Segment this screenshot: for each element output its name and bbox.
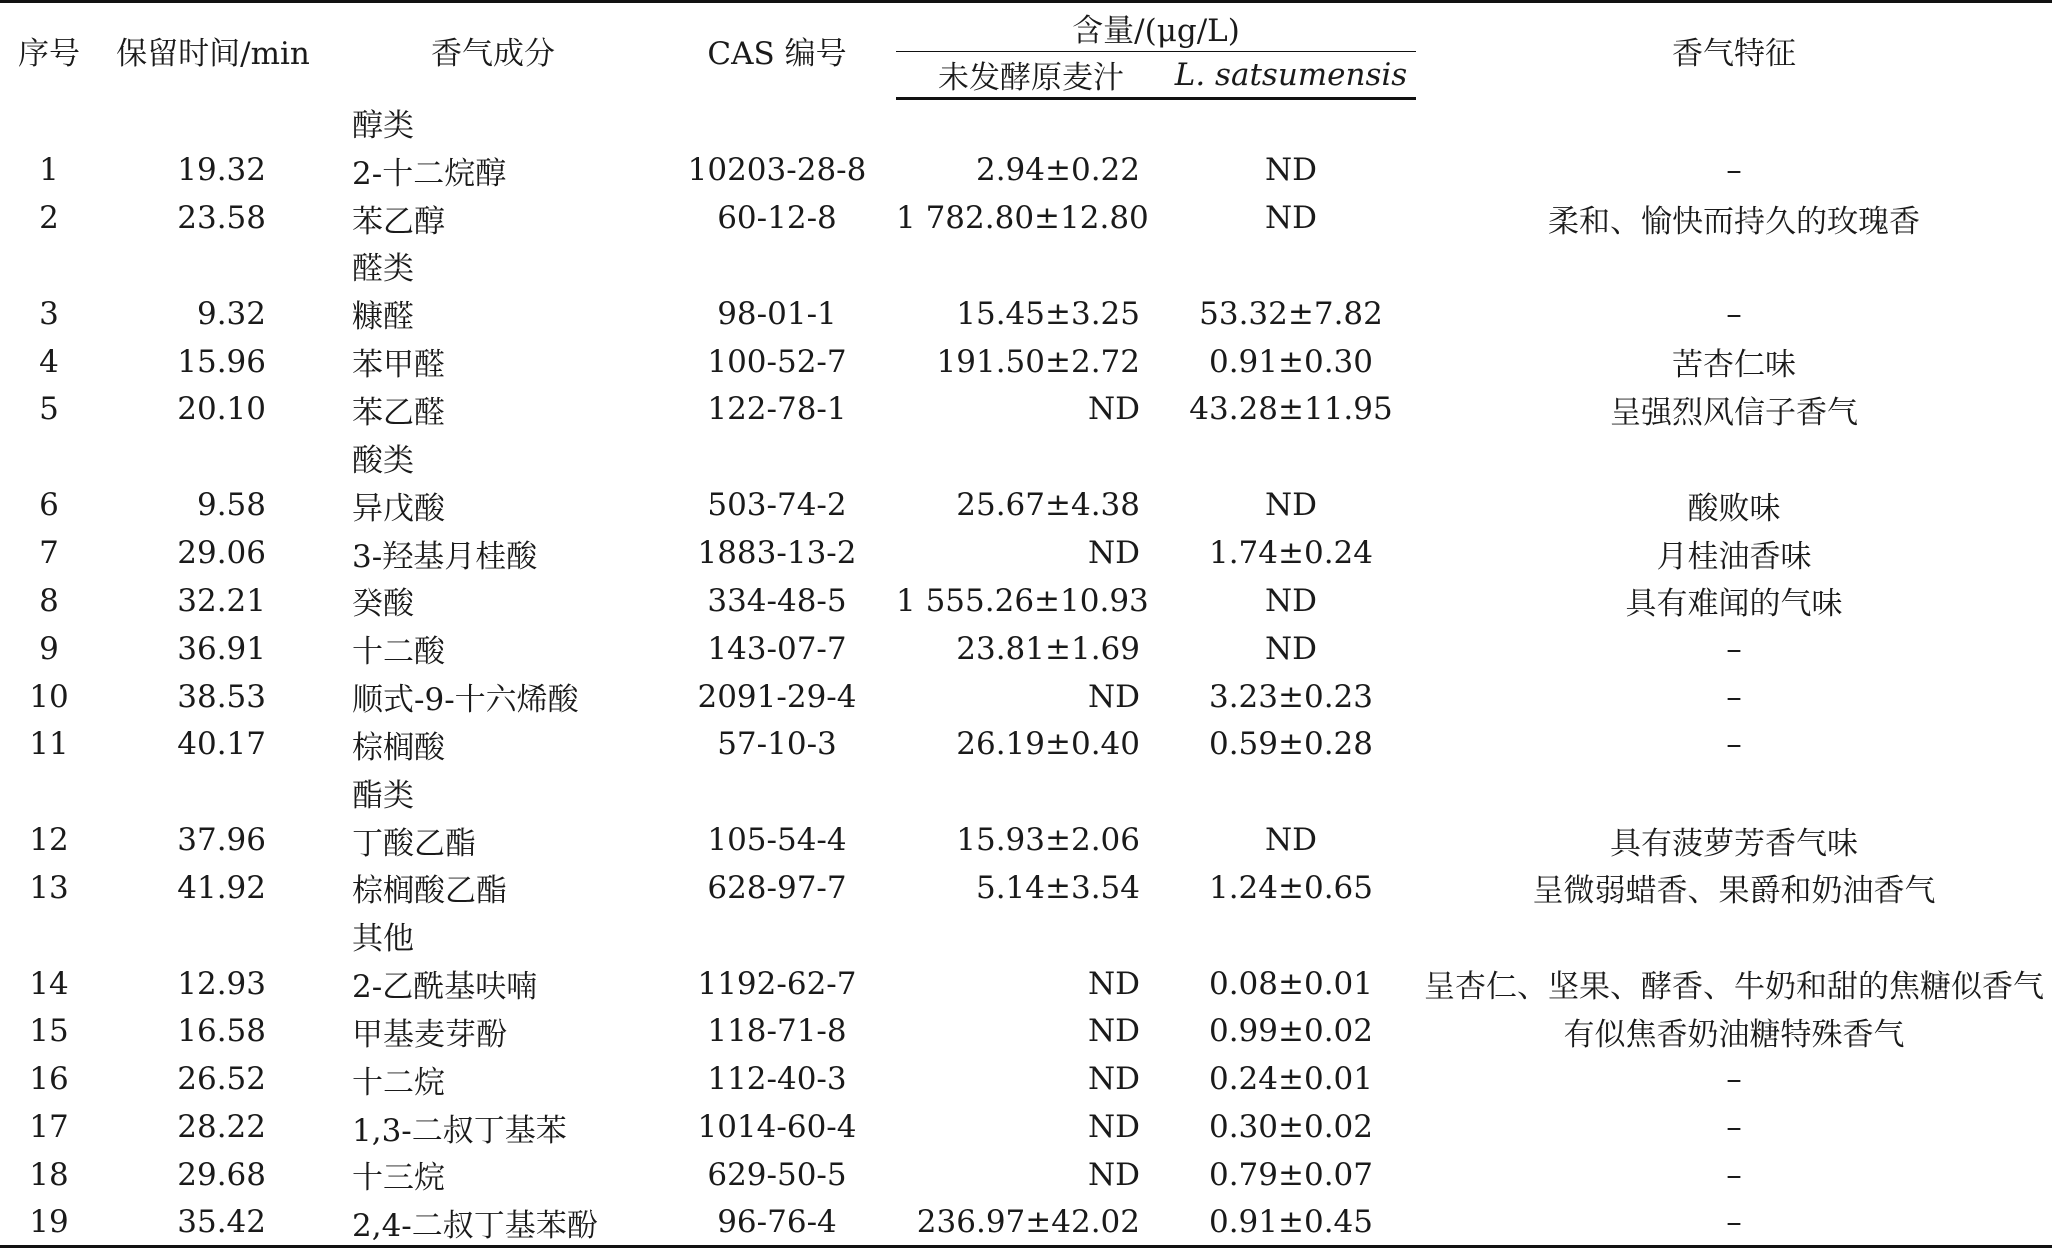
- cell-cas: 334-48-5: [707, 582, 847, 619]
- table-row: [0, 1151, 2052, 1199]
- cell-wort-content: 236.97±42.02: [896, 1199, 1166, 1247]
- cell-retention-time: 32.21: [177, 582, 266, 619]
- cell-strain-content: ND: [1265, 152, 1317, 189]
- cell-seq: 16: [29, 1061, 69, 1098]
- cell-component: 十三烷: [352, 1160, 445, 1197]
- cell-component: 癸酸: [352, 586, 414, 623]
- cell-aroma: –: [1726, 152, 1742, 189]
- header-wort: 未发酵原麦汁: [896, 52, 1166, 99]
- cell-component: 十二酸: [352, 634, 445, 671]
- cell-component: 糠醛: [352, 299, 414, 336]
- cell-wort-content: ND: [1088, 1013, 1140, 1050]
- table-row: [0, 338, 2052, 386]
- table-row: [0, 864, 2052, 912]
- cell-seq: 10: [29, 678, 69, 715]
- cell-strain-content: 1.74±0.24: [1208, 535, 1374, 572]
- cell-retention-time: 20.10: [177, 391, 266, 428]
- cell-aroma: –: [1726, 630, 1742, 667]
- cell-cas: 1014-60-4: [697, 1109, 857, 1146]
- cell-retention-time: 28.22: [177, 1109, 266, 1146]
- cell-strain-content: ND: [1265, 582, 1317, 619]
- cell-wort-content: 15.93±2.06: [956, 822, 1140, 859]
- cell-aroma: 月桂油香味: [1656, 538, 1812, 575]
- cell-retention-time: 40.17: [177, 726, 266, 763]
- cell-seq: 11: [29, 726, 69, 763]
- table-row: [0, 481, 2052, 529]
- header-aroma: 香气特征: [1416, 2, 2052, 99]
- cell-cas: 57-10-3: [717, 726, 837, 763]
- cell-aroma: 呈微弱蜡香、果爵和奶油香气: [1532, 873, 1936, 910]
- cell-cas: 100-52-7: [707, 343, 847, 380]
- cell-aroma: 呈杏仁、坚果、酵香、牛奶和甜的焦糖似香气: [1424, 969, 2044, 1006]
- cell-wort-content: ND: [1088, 391, 1140, 428]
- cell-retention-time: 15.96: [177, 343, 266, 380]
- category-row: [0, 433, 2052, 481]
- category-label: 酸类: [352, 442, 414, 479]
- cell-seq: 18: [29, 1156, 69, 1193]
- table-row: [0, 577, 2052, 625]
- cell-retention-time: 36.91: [177, 630, 266, 667]
- cell-component: 1,3-二叔丁基苯: [352, 1112, 567, 1149]
- cell-cas: 105-54-4: [707, 822, 847, 859]
- cell-seq: 17: [29, 1109, 69, 1146]
- table-row: [0, 673, 2052, 721]
- cell-strain-content: 53.32±7.82: [1199, 295, 1383, 332]
- table-row: [0, 1199, 2052, 1247]
- cell-retention-time: 23.58: [177, 200, 266, 237]
- cell-aroma: 呈强烈风信子香气: [1610, 394, 1858, 431]
- category-row: [0, 242, 2052, 290]
- table-row: [0, 625, 2052, 673]
- cell-aroma: 具有难闻的气味: [1625, 586, 1843, 623]
- cell-wort-content: ND: [1088, 1061, 1140, 1098]
- table-row: [0, 386, 2052, 434]
- cell-aroma: –: [1726, 1061, 1742, 1098]
- category-row: [0, 99, 2052, 147]
- cell-strain-content: 0.08±0.01: [1208, 965, 1374, 1002]
- table-row: [0, 290, 2052, 338]
- header-cas: CAS 编号: [658, 2, 896, 99]
- cell-cas: 98-01-1: [717, 295, 837, 332]
- cell-seq: 6: [39, 487, 59, 524]
- cell-aroma: –: [1726, 678, 1742, 715]
- cell-seq: 5: [39, 391, 59, 428]
- cell-cas: 629-50-5: [707, 1156, 847, 1193]
- cell-retention-time: 19.32: [177, 152, 266, 189]
- cell-cas: 2091-29-4: [697, 678, 857, 715]
- cell-component: 异戊酸: [352, 490, 445, 527]
- cell-wort-content: 1 555.26±10.93: [896, 582, 1149, 619]
- cell-retention-time: 12.93: [177, 965, 266, 1002]
- table-row: [0, 146, 2052, 194]
- cell-seq: 13: [29, 869, 69, 906]
- cell-strain-content: ND: [1265, 487, 1317, 524]
- category-row: [0, 912, 2052, 960]
- header-seq: 序号: [0, 2, 98, 99]
- cell-wort-content: ND: [1088, 678, 1140, 715]
- table-row: [0, 529, 2052, 577]
- cell-component: 棕榈酸: [352, 729, 445, 766]
- cell-seq: 8: [39, 582, 59, 619]
- cell-component: 苯甲醛: [352, 347, 445, 384]
- category-row: [0, 768, 2052, 816]
- cell-component: 苯乙醛: [352, 394, 445, 431]
- table-row: [0, 1103, 2052, 1151]
- cell-wort-content: 2.94±0.22: [975, 152, 1140, 189]
- cell-strain-content: 0.30±0.02: [1208, 1109, 1374, 1146]
- cell-strain-content: 43.28±11.95: [1189, 391, 1393, 428]
- cell-seq: 2: [39, 200, 59, 237]
- cell-strain-content: 0.59±0.28: [1208, 726, 1374, 763]
- table-row: [0, 194, 2052, 242]
- cell-wort-content: 5.14±3.54: [975, 869, 1140, 906]
- cell-component: 2-十二烷醇: [352, 155, 507, 192]
- cell-seq: 15: [29, 1013, 69, 1050]
- cell-cas: 96-76-4: [658, 1199, 896, 1247]
- cell-component: 2-乙酰基呋喃: [352, 969, 538, 1006]
- cell-seq: 9: [39, 630, 59, 667]
- cell-wort-content: 25.67±4.38: [956, 487, 1140, 524]
- cell-retention-time: 26.52: [177, 1061, 266, 1098]
- cell-cas: 112-40-3: [707, 1061, 847, 1098]
- cell-retention-time: 9.58: [196, 487, 266, 524]
- cell-wort-content: ND: [1088, 1109, 1140, 1146]
- cell-wort-content: ND: [1088, 1156, 1140, 1193]
- cell-cas: 118-71-8: [707, 1013, 847, 1050]
- category-label: 其他: [352, 921, 414, 958]
- cell-seq: 7: [39, 535, 59, 572]
- cell-component: 3-羟基月桂酸: [352, 538, 538, 575]
- cell-component: 丁酸乙酯: [352, 825, 476, 862]
- cell-wort-content: 1 782.80±12.80: [896, 200, 1149, 237]
- cell-strain-content: 0.99±0.02: [1208, 1013, 1374, 1050]
- cell-component: 苯乙醇: [352, 203, 445, 240]
- cell-strain-content: ND: [1265, 630, 1317, 667]
- cell-strain-content: 1.24±0.65: [1208, 869, 1374, 906]
- cell-wort-content: ND: [1088, 535, 1140, 572]
- header-component: 香气成分: [328, 2, 658, 99]
- cell-aroma: –: [1416, 1199, 2052, 1247]
- cell-wort-content: ND: [1088, 965, 1140, 1002]
- cell-retention-time: 16.58: [177, 1013, 266, 1050]
- cell-strain-content: ND: [1265, 200, 1317, 237]
- cell-component: 十二烷: [352, 1064, 445, 1101]
- header-content: 含量/(μg/L): [896, 2, 1416, 52]
- cell-aroma: 柔和、愉快而持久的玫瑰香: [1548, 203, 1920, 240]
- cell-retention-time: 37.96: [177, 822, 266, 859]
- category-label: 醛类: [352, 251, 414, 288]
- header-retention-time: 保留时间/min: [98, 2, 328, 99]
- table-row: [0, 960, 2052, 1008]
- cell-aroma: –: [1726, 726, 1742, 763]
- cell-retention-time: 29.06: [177, 535, 266, 572]
- cell-aroma: –: [1726, 1109, 1742, 1146]
- cell-component: 棕榈酸乙酯: [352, 873, 507, 910]
- cell-seq: 1: [39, 152, 59, 189]
- cell-cas: 60-12-8: [717, 200, 837, 237]
- cell-wort-content: 191.50±2.72: [936, 343, 1140, 380]
- category-label: 酯类: [352, 777, 414, 814]
- table-body: [0, 99, 2052, 1247]
- cell-seq: 3: [39, 295, 59, 332]
- cell-component: 甲基麦芽酚: [352, 1016, 507, 1053]
- cell-retention-time: 9.32: [196, 295, 266, 332]
- cell-strain-content: 0.91±0.45: [1166, 1199, 1416, 1247]
- cell-cas: 628-97-7: [707, 869, 847, 906]
- cell-strain-content: 0.91±0.30: [1208, 343, 1374, 380]
- cell-wort-content: 15.45±3.25: [956, 295, 1140, 332]
- cell-wort-content: 26.19±0.40: [956, 726, 1140, 763]
- cell-cas: 1192-62-7: [697, 965, 857, 1002]
- table-header: [0, 2, 2052, 99]
- table-row: [0, 720, 2052, 768]
- cell-seq: 4: [39, 343, 59, 380]
- cell-cas: 1883-13-2: [697, 535, 857, 572]
- cell-wort-content: 23.81±1.69: [956, 630, 1140, 667]
- cell-strain-content: ND: [1265, 822, 1317, 859]
- cell-cas: 503-74-2: [707, 487, 847, 524]
- cell-cas: 143-07-7: [707, 630, 847, 667]
- cell-seq: 14: [29, 965, 69, 1002]
- cell-component: 顺式-9-十六烯酸: [352, 682, 579, 719]
- cell-retention-time: 41.92: [177, 869, 266, 906]
- cell-strain-content: 3.23±0.23: [1208, 678, 1374, 715]
- cell-cas: 122-78-1: [707, 391, 847, 428]
- cell-aroma: 具有菠萝芳香气味: [1610, 825, 1858, 862]
- cell-retention-time: 29.68: [177, 1156, 266, 1193]
- table-row: [0, 816, 2052, 864]
- cell-retention-time: 38.53: [177, 678, 266, 715]
- cell-aroma: 苦杏仁味: [1672, 347, 1796, 384]
- cell-seq: 12: [29, 822, 69, 859]
- cell-seq: 19: [0, 1199, 98, 1247]
- cell-aroma: –: [1726, 295, 1742, 332]
- cell-aroma: 有似焦香奶油糖特殊香气: [1563, 1016, 1905, 1053]
- header-strain: L. satsumensis: [1166, 52, 1416, 99]
- table-row: [0, 1055, 2052, 1103]
- cell-strain-content: 0.24±0.01: [1208, 1061, 1374, 1098]
- category-label: 醇类: [352, 107, 414, 144]
- cell-component: 2,4-二叔丁基苯酚: [328, 1199, 658, 1247]
- cell-cas: 10203-28-8: [687, 152, 867, 189]
- table-row: [0, 1008, 2052, 1056]
- cell-aroma: 酸败味: [1687, 490, 1781, 527]
- cell-aroma: –: [1726, 1156, 1742, 1193]
- cell-retention-time: 35.42: [98, 1199, 328, 1247]
- cell-strain-content: 0.79±0.07: [1208, 1156, 1374, 1193]
